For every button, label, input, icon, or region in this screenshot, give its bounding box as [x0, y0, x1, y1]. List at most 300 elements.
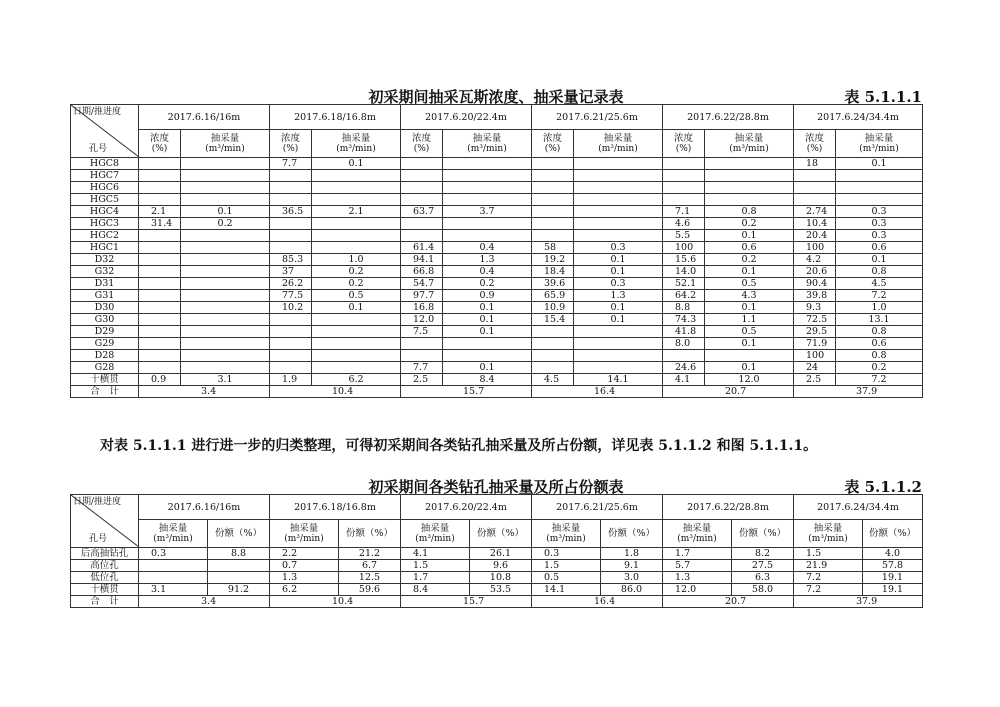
data-cell: [139, 182, 181, 194]
data-cell: [139, 278, 181, 290]
col-header-b: [208, 520, 270, 548]
data-cell: 9.3: [794, 302, 836, 314]
table1-caption: [70, 86, 922, 106]
data-cell: [270, 194, 312, 206]
data-cell: 59.6: [339, 584, 401, 596]
data-cell: [270, 230, 312, 242]
data-cell: 0.9: [443, 290, 532, 302]
data-cell: [574, 350, 663, 362]
data-cell: [663, 170, 705, 182]
row-id: 十横贯: [71, 584, 139, 596]
col-header-label: 抽采量: [734, 132, 764, 144]
data-cell: [270, 314, 312, 326]
total-cell: 20.7: [663, 386, 794, 398]
col-header-label: 份额（%）: [607, 528, 656, 540]
data-cell: 0.5: [705, 278, 794, 290]
data-cell: [663, 182, 705, 194]
table-row: [71, 548, 923, 560]
data-cell: 90.4: [794, 278, 836, 290]
data-cell: 8.0: [663, 338, 705, 350]
col-header-unit: (m³/min): [467, 143, 507, 154]
data-cell: [401, 182, 443, 194]
col-header-b: [732, 520, 794, 548]
data-cell: [181, 302, 270, 314]
data-cell: 0.1: [443, 314, 532, 326]
data-cell: [574, 206, 663, 218]
row-id: G30: [71, 314, 139, 326]
data-cell: [532, 338, 574, 350]
data-cell: 4.1: [401, 548, 470, 560]
data-cell: 6.2: [312, 374, 401, 386]
data-cell: 4.5: [836, 278, 923, 290]
data-cell: 0.2: [705, 218, 794, 230]
total-label: 合 计: [71, 596, 139, 608]
data-cell: 0.6: [836, 242, 923, 254]
data-cell: [270, 338, 312, 350]
data-cell: 0.2: [312, 278, 401, 290]
data-cell: 2.1: [139, 206, 181, 218]
date-header: 2017.6.21/25.6m: [532, 105, 663, 130]
data-cell: 0.2: [705, 254, 794, 266]
data-cell: 0.1: [574, 314, 663, 326]
col-header-label: 抽采量: [472, 132, 502, 144]
col-header-b: [339, 520, 401, 548]
data-cell: 6.7: [339, 560, 401, 572]
data-cell: [574, 218, 663, 230]
col-header-a: [532, 130, 574, 158]
data-cell: [270, 218, 312, 230]
data-cell: [443, 182, 532, 194]
data-cell: 3.1: [181, 374, 270, 386]
data-cell: [532, 206, 574, 218]
row-id: G31: [71, 290, 139, 302]
data-cell: [181, 242, 270, 254]
data-cell: 0.1: [705, 266, 794, 278]
data-cell: 14.1: [532, 584, 601, 596]
data-cell: [312, 170, 401, 182]
data-cell: [139, 314, 181, 326]
data-cell: 10.9: [532, 302, 574, 314]
data-cell: 2.1: [312, 206, 401, 218]
col-header-label: 抽采量: [603, 132, 633, 144]
col-header-unit: (%): [151, 143, 168, 154]
data-cell: [574, 230, 663, 242]
data-cell: [794, 194, 836, 206]
col-header-unit: (m³/min): [284, 533, 324, 544]
data-cell: 61.4: [401, 242, 443, 254]
total-cell: 37.9: [794, 596, 923, 608]
data-cell: [139, 362, 181, 374]
data-cell: 7.2: [794, 572, 863, 584]
data-cell: 0.3: [574, 242, 663, 254]
date-header: 2017.6.22/28.8m: [663, 105, 794, 130]
data-cell: [181, 362, 270, 374]
data-cell: [532, 218, 574, 230]
data-cell: 4.3: [705, 290, 794, 302]
data-cell: [663, 194, 705, 206]
body-paragraph: 对表 5.1.1.1 进行进一步的归类整理，可得初采期间各类钻孔抽采量及所占份额，详见表 5.1.1.2 和图 5.1.1.1。: [100, 438, 818, 454]
data-cell: 16.8: [401, 302, 443, 314]
data-cell: [270, 242, 312, 254]
data-cell: [794, 170, 836, 182]
row-id: HGC1: [71, 242, 139, 254]
data-cell: 2.2: [270, 548, 339, 560]
data-cell: 57.8: [863, 560, 923, 572]
data-cell: [208, 572, 270, 584]
total-cell: 16.4: [532, 596, 663, 608]
data-cell: 0.2: [836, 362, 923, 374]
data-cell: 0.1: [574, 254, 663, 266]
col-header-label: 份额（%）: [214, 528, 263, 540]
data-cell: [443, 350, 532, 362]
data-cell: [181, 254, 270, 266]
data-cell: [705, 182, 794, 194]
table-row: [71, 230, 923, 242]
data-cell: [181, 158, 270, 170]
data-cell: 10.4: [794, 218, 836, 230]
data-cell: [532, 326, 574, 338]
data-cell: [139, 326, 181, 338]
data-cell: 7.2: [794, 584, 863, 596]
data-cell: 74.3: [663, 314, 705, 326]
data-cell: 10.2: [270, 302, 312, 314]
data-cell: 91.2: [208, 584, 270, 596]
row-id: D28: [71, 350, 139, 362]
data-cell: 7.2: [836, 374, 923, 386]
col-header-b: [312, 130, 401, 158]
data-cell: 100: [794, 242, 836, 254]
col-header-unit: (%): [806, 143, 823, 154]
data-cell: 1.7: [401, 572, 470, 584]
data-cell: [312, 326, 401, 338]
data-cell: [705, 158, 794, 170]
data-cell: 6.3: [732, 572, 794, 584]
data-cell: 18.4: [532, 266, 574, 278]
row-id: G32: [71, 266, 139, 278]
table-row: [71, 362, 923, 374]
data-cell: 7.1: [663, 206, 705, 218]
col-header-unit: (m³/min): [598, 143, 638, 154]
data-cell: 8.8: [663, 302, 705, 314]
data-cell: 0.1: [705, 302, 794, 314]
data-cell: 9.1: [601, 560, 663, 572]
data-cell: [836, 170, 923, 182]
data-cell: 0.2: [312, 266, 401, 278]
col-header-label: 浓度: [804, 132, 824, 144]
row-id: G29: [71, 338, 139, 350]
total-row: [71, 386, 923, 398]
data-cell: 71.9: [794, 338, 836, 350]
data-cell: [574, 182, 663, 194]
data-cell: 0.4: [443, 266, 532, 278]
data-cell: [139, 350, 181, 362]
data-cell: 1.9: [270, 374, 312, 386]
table-row: [71, 194, 923, 206]
date-header: 2017.6.18/16.8m: [270, 495, 401, 520]
data-cell: [139, 560, 208, 572]
table1-corner-cell: [71, 105, 139, 158]
data-cell: [181, 290, 270, 302]
col-header-a: [270, 130, 312, 158]
data-cell: [270, 350, 312, 362]
data-cell: [574, 194, 663, 206]
table2-title: 初采期间各类钻孔抽采量及所占份额表: [368, 478, 624, 496]
data-cell: 0.6: [705, 242, 794, 254]
data-cell: 7.7: [401, 362, 443, 374]
data-cell: 8.2: [732, 548, 794, 560]
row-id: D31: [71, 278, 139, 290]
data-cell: [181, 326, 270, 338]
data-cell: 0.1: [181, 206, 270, 218]
data-cell: [312, 194, 401, 206]
col-header-label: 抽采量: [813, 522, 843, 534]
col-header-label: 抽采量: [551, 522, 581, 534]
table-row: [71, 374, 923, 386]
data-cell: 24.6: [663, 362, 705, 374]
data-cell: 4.1: [663, 374, 705, 386]
col-header-label: 浓度: [411, 132, 431, 144]
data-cell: 20.4: [794, 230, 836, 242]
row-id: HGC2: [71, 230, 139, 242]
data-cell: 5.5: [663, 230, 705, 242]
data-cell: [532, 170, 574, 182]
data-cell: 7.5: [401, 326, 443, 338]
table2-caption: [70, 476, 922, 496]
col-header-b: [470, 520, 532, 548]
data-cell: 21.2: [339, 548, 401, 560]
data-cell: 0.6: [836, 338, 923, 350]
data-cell: [401, 350, 443, 362]
data-cell: 10.8: [470, 572, 532, 584]
data-cell: [181, 314, 270, 326]
table-row: [71, 170, 923, 182]
table-row: [71, 560, 923, 572]
data-cell: [532, 182, 574, 194]
table-row: [71, 266, 923, 278]
data-cell: 14.0: [663, 266, 705, 278]
data-cell: [312, 314, 401, 326]
col-header-unit: (%): [413, 143, 430, 154]
data-cell: 12.5: [339, 572, 401, 584]
data-cell: 1.3: [574, 290, 663, 302]
data-cell: 0.2: [181, 218, 270, 230]
data-cell: 3.0: [601, 572, 663, 584]
col-header-unit: (%): [675, 143, 692, 154]
date-header: 2017.6.22/28.8m: [663, 495, 794, 520]
data-cell: [443, 194, 532, 206]
col-header-label: 抽采量: [289, 522, 319, 534]
col-header-label: 浓度: [149, 132, 169, 144]
data-cell: 0.7: [270, 560, 339, 572]
data-cell: 4.2: [794, 254, 836, 266]
total-cell: 15.7: [401, 386, 532, 398]
data-cell: [139, 158, 181, 170]
table2-corner-cell: [71, 495, 139, 548]
data-cell: 0.1: [312, 158, 401, 170]
corner-hole-label: 孔号: [89, 144, 108, 154]
table-row: [71, 338, 923, 350]
data-cell: [270, 170, 312, 182]
data-cell: 0.1: [574, 266, 663, 278]
row-id: HGC3: [71, 218, 139, 230]
date-header: 2017.6.24/34.4m: [794, 495, 923, 520]
col-header-b: [836, 130, 923, 158]
date-header: 2017.6.16/16m: [139, 105, 270, 130]
col-header-unit: (m³/min): [336, 143, 376, 154]
data-cell: [270, 362, 312, 374]
data-cell: [532, 230, 574, 242]
col-header-a: [663, 130, 705, 158]
col-header-label: 份额（%）: [738, 528, 787, 540]
row-id: HGC4: [71, 206, 139, 218]
data-cell: 0.5: [705, 326, 794, 338]
data-cell: 3.7: [443, 206, 532, 218]
data-cell: [574, 362, 663, 374]
data-cell: 0.1: [312, 302, 401, 314]
col-header-label: 浓度: [280, 132, 300, 144]
table-row: [71, 254, 923, 266]
date-header: 2017.6.21/25.6m: [532, 495, 663, 520]
data-cell: [139, 290, 181, 302]
corner-date-label: 日期/推进度: [73, 107, 122, 117]
data-cell: [181, 278, 270, 290]
data-cell: 1.3: [663, 572, 732, 584]
data-cell: 0.3: [139, 548, 208, 560]
data-cell: 8.4: [443, 374, 532, 386]
corner-date-label: 日期/推进度: [73, 497, 122, 507]
col-header-a: [401, 130, 443, 158]
table1-number: 表 5.1.1.1: [844, 88, 922, 106]
data-cell: 15.6: [663, 254, 705, 266]
total-cell: 10.4: [270, 386, 401, 398]
data-cell: 0.1: [705, 230, 794, 242]
data-cell: 19.1: [863, 572, 923, 584]
data-cell: 8.8: [208, 548, 270, 560]
row-id: 十横贯: [71, 374, 139, 386]
data-cell: [532, 158, 574, 170]
data-cell: [574, 326, 663, 338]
data-cell: 0.4: [443, 242, 532, 254]
data-cell: 12.0: [705, 374, 794, 386]
data-cell: [312, 230, 401, 242]
col-header-unit: (m³/min): [808, 533, 848, 544]
col-header-label: 浓度: [542, 132, 562, 144]
col-header-label: 抽采量: [158, 522, 188, 534]
data-cell: 19.2: [532, 254, 574, 266]
data-cell: 1.5: [401, 560, 470, 572]
data-cell: 13.1: [836, 314, 923, 326]
date-header: 2017.6.20/22.4m: [401, 105, 532, 130]
data-cell: [181, 170, 270, 182]
table-row: [71, 572, 923, 584]
data-cell: 21.9: [794, 560, 863, 572]
data-cell: [312, 362, 401, 374]
data-cell: [401, 170, 443, 182]
data-cell: 0.9: [139, 374, 181, 386]
col-header-unit: (m³/min): [546, 533, 586, 544]
data-cell: 29.5: [794, 326, 836, 338]
date-header: 2017.6.18/16.8m: [270, 105, 401, 130]
data-cell: [443, 158, 532, 170]
data-cell: 24: [794, 362, 836, 374]
data-cell: [574, 158, 663, 170]
data-cell: 0.2: [443, 278, 532, 290]
data-cell: [270, 326, 312, 338]
data-cell: 0.3: [574, 278, 663, 290]
row-id: HGC8: [71, 158, 139, 170]
data-cell: [401, 230, 443, 242]
data-cell: 1.5: [794, 548, 863, 560]
data-cell: 12.0: [663, 584, 732, 596]
data-cell: [139, 170, 181, 182]
data-cell: 72.5: [794, 314, 836, 326]
data-cell: 27.5: [732, 560, 794, 572]
row-id: G28: [71, 362, 139, 374]
data-cell: [401, 194, 443, 206]
table-row: [71, 242, 923, 254]
table-row: [71, 182, 923, 194]
data-cell: 0.3: [836, 230, 923, 242]
col-header-unit: (m³/min): [729, 143, 769, 154]
data-cell: [663, 350, 705, 362]
data-cell: [139, 242, 181, 254]
data-cell: 94.1: [401, 254, 443, 266]
col-header-label: 抽采量: [864, 132, 894, 144]
col-header-label: 浓度: [673, 132, 693, 144]
table-row: [71, 206, 923, 218]
table-row: [71, 302, 923, 314]
data-cell: [181, 194, 270, 206]
col-header-unit: (m³/min): [205, 143, 245, 154]
data-cell: 7.7: [270, 158, 312, 170]
data-cell: [532, 350, 574, 362]
data-cell: [139, 230, 181, 242]
col-header-label: 抽采量: [420, 522, 450, 534]
data-cell: 0.8: [836, 350, 923, 362]
data-cell: [312, 350, 401, 362]
data-cell: 1.0: [312, 254, 401, 266]
col-header-label: 份额（%）: [476, 528, 525, 540]
data-cell: 37: [270, 266, 312, 278]
data-cell: [181, 350, 270, 362]
col-header-b: [705, 130, 794, 158]
col-header-a: [794, 130, 836, 158]
table-row: [71, 218, 923, 230]
table-row: [71, 584, 923, 596]
data-cell: [794, 182, 836, 194]
col-header-a: [270, 520, 339, 548]
data-cell: [443, 230, 532, 242]
data-cell: 26.2: [270, 278, 312, 290]
table-row: [71, 290, 923, 302]
row-id: 后高抽钻孔: [71, 548, 139, 560]
data-cell: 64.2: [663, 290, 705, 302]
data-cell: 86.0: [601, 584, 663, 596]
data-cell: [181, 230, 270, 242]
data-cell: 1.3: [270, 572, 339, 584]
col-header-unit: (m³/min): [415, 533, 455, 544]
data-cell: [705, 170, 794, 182]
data-cell: [705, 194, 794, 206]
data-cell: [181, 182, 270, 194]
data-cell: 0.3: [532, 548, 601, 560]
total-cell: 3.4: [139, 596, 270, 608]
col-header-unit: (m³/min): [677, 533, 717, 544]
col-header-b: [574, 130, 663, 158]
data-cell: [401, 158, 443, 170]
data-cell: 65.9: [532, 290, 574, 302]
data-cell: 0.5: [312, 290, 401, 302]
